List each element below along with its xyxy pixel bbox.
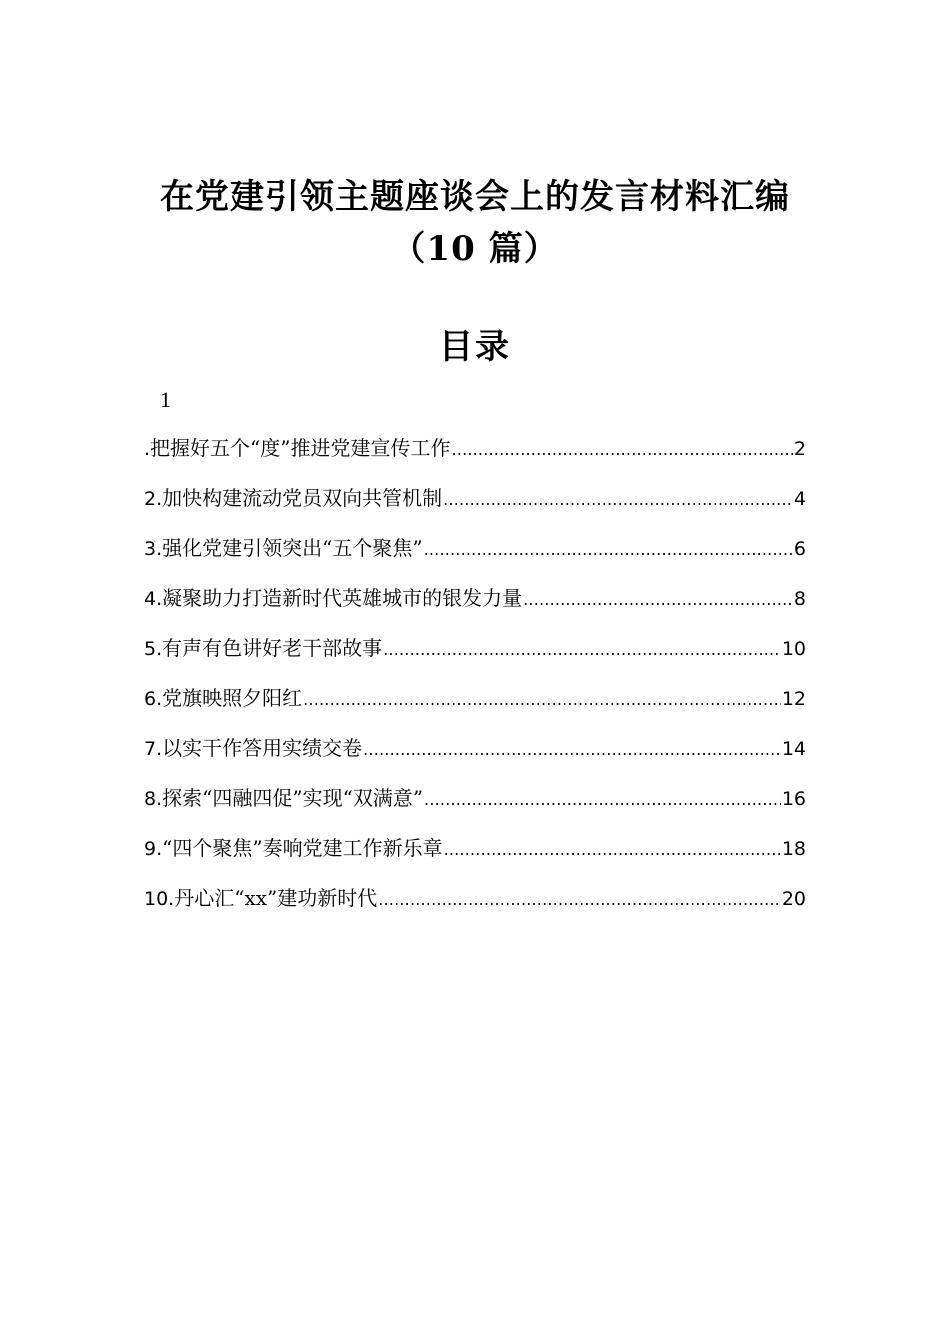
document-subtitle-count: （10 篇） bbox=[391, 229, 559, 269]
toc-entry-text: 凝聚助力打造新时代英雄城市的银发力量 bbox=[162, 586, 523, 610]
toc-entry[interactable] bbox=[144, 433, 806, 483]
toc-entry-number: 9. bbox=[144, 838, 163, 860]
toc-entry-number: 6. bbox=[144, 688, 163, 710]
toc-entry-page: 18 bbox=[781, 838, 806, 860]
toc-entry-number: 10. bbox=[144, 888, 175, 910]
toc-entry-page: 8 bbox=[793, 588, 806, 610]
toc-entry-page: 10 bbox=[781, 638, 806, 660]
toc-dot-leader bbox=[452, 435, 793, 465]
table-of-contents bbox=[144, 433, 806, 933]
toc-entry-text: 有声有色讲好老干部故事 bbox=[162, 636, 383, 660]
toc-dot-leader bbox=[378, 885, 781, 915]
toc-entry-title bbox=[144, 433, 451, 464]
toc-entry-number: 4. bbox=[144, 588, 163, 610]
toc-heading: 目录 bbox=[439, 327, 511, 367]
toc-entry-text: 丹心汇“xx”建功新时代 bbox=[174, 886, 378, 910]
toc-entry-number: 5. bbox=[144, 638, 163, 660]
toc-entry-page: 20 bbox=[781, 888, 806, 910]
toc-entry-title bbox=[144, 483, 442, 514]
toc-entry[interactable] bbox=[144, 733, 806, 783]
toc-entry-text: 以实干作答用实绩交卷 bbox=[162, 736, 363, 760]
toc-entry-title bbox=[144, 783, 423, 814]
toc-dot-leader bbox=[443, 485, 793, 515]
toc-entry[interactable] bbox=[144, 583, 806, 633]
toc-entry-title bbox=[144, 633, 382, 664]
document-title: 在党建引领主题座谈会上的发言材料汇编 bbox=[160, 177, 790, 217]
toc-entry-number: . bbox=[144, 438, 151, 460]
toc-entry-number: 8. bbox=[144, 788, 163, 810]
toc-entry-page: 2 bbox=[793, 438, 806, 460]
toc-entry-text: 探索“四融四促”实现“双满意” bbox=[162, 786, 424, 810]
toc-entry[interactable] bbox=[144, 633, 806, 683]
toc-entry-page: 16 bbox=[781, 788, 806, 810]
toc-dot-leader bbox=[363, 735, 781, 765]
toc-entry[interactable] bbox=[144, 533, 806, 583]
toc-entry-title bbox=[144, 533, 423, 564]
toc-entry-title bbox=[144, 733, 362, 764]
toc-entry-number: 2. bbox=[144, 488, 163, 510]
toc-dot-leader bbox=[444, 835, 781, 865]
orphan-item-number: 1 bbox=[160, 387, 171, 412]
toc-entry-text: “四个聚焦”奏响党建工作新乐章 bbox=[162, 836, 443, 860]
toc-entry-title bbox=[144, 883, 377, 914]
toc-entry[interactable] bbox=[144, 883, 806, 933]
toc-entry-text: 加快构建流动党员双向共管机制 bbox=[162, 486, 443, 510]
toc-entry-title bbox=[144, 583, 522, 614]
toc-dot-leader bbox=[383, 635, 781, 665]
toc-dot-leader bbox=[303, 685, 781, 715]
toc-entry[interactable] bbox=[144, 783, 806, 833]
toc-entry-page: 12 bbox=[781, 688, 806, 710]
toc-entry-number: 3. bbox=[144, 538, 163, 560]
toc-entry-title bbox=[144, 683, 302, 714]
toc-entry-text: 把握好五个“度”推进党建宣传工作 bbox=[150, 436, 451, 460]
toc-entry-text: 强化党建引领突出“五个聚焦” bbox=[162, 536, 423, 560]
toc-dot-leader bbox=[424, 535, 793, 565]
toc-entry-title bbox=[144, 833, 443, 864]
toc-entry-page: 6 bbox=[793, 538, 806, 560]
toc-entry[interactable] bbox=[144, 683, 806, 733]
toc-entry[interactable] bbox=[144, 833, 806, 883]
toc-entry-page: 14 bbox=[781, 738, 806, 760]
toc-dot-leader bbox=[523, 585, 793, 615]
toc-entry-page: 4 bbox=[793, 488, 806, 510]
toc-dot-leader bbox=[424, 785, 781, 815]
toc-entry-number: 7. bbox=[144, 738, 163, 760]
toc-entry-text: 党旗映照夕阳红 bbox=[162, 686, 303, 710]
toc-entry[interactable] bbox=[144, 483, 806, 533]
